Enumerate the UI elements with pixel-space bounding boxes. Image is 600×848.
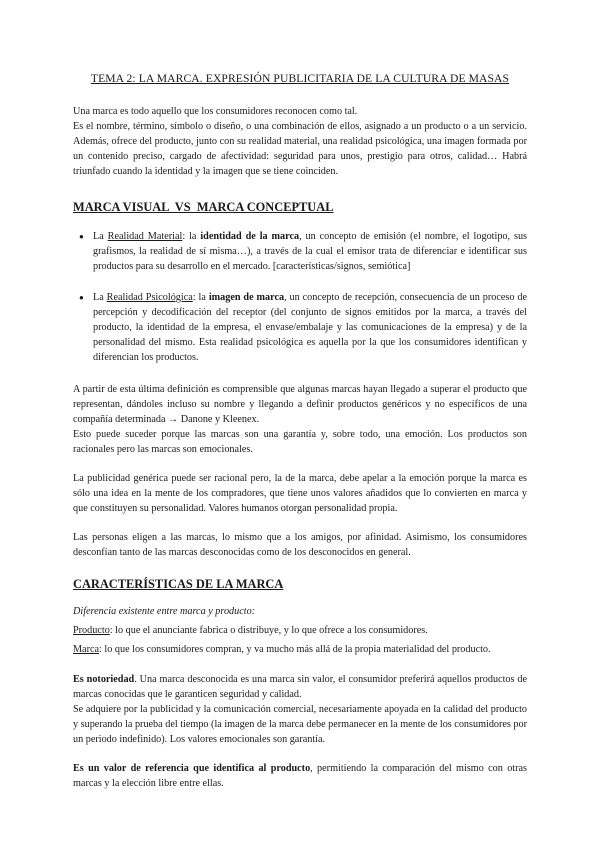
paragraph-afinidad: Las personas eligen a las marcas, lo mismo que a los amigos, por afinidad. Asimismo, los consumidores desconfían tanto de las marcas desconocidas como de los desconocidos en general. bbox=[73, 532, 527, 558]
term-marca: Marca bbox=[73, 644, 100, 655]
item-term: Realidad Psicológica bbox=[106, 292, 193, 303]
section-heading-marca-visual: MARCA VISUAL VS MARCA CONCEPTUAL bbox=[73, 200, 334, 214]
item-text: , un concepto de recepción, consecuencia de un proceso de percepción y decodificación del receptor (del conjunto de signos emitidos por la marca, a través del producto, la identidad de la empresa, el envase/embalaje y las comunicaciones de la empresa) y de la personalidad del mismo. Esta realidad psicológica es aquella por la que los consumidores identifican y diferencian los productos. bbox=[93, 292, 527, 363]
item-bold: imagen de marca bbox=[208, 292, 285, 303]
subtitle-diferencia: Diferencia existente entre marca y producto: bbox=[73, 606, 256, 617]
definition-producto bbox=[73, 623, 527, 638]
intro-line-1: Una marca es todo aquello que los consumidores reconocen como tal. bbox=[73, 106, 358, 117]
item-bold: identidad de la marca bbox=[200, 231, 300, 242]
term-producto: Producto bbox=[73, 625, 110, 636]
item-prefix: La bbox=[93, 292, 107, 303]
paragraph-notoriedad bbox=[73, 672, 527, 702]
text-marca: : lo que los consumidores compran, y va mucho más allá de la propia materialidad del producto. bbox=[99, 644, 491, 655]
section-heading-caracteristicas: CARACTERÍSTICAS DE LA MARCA bbox=[73, 577, 284, 591]
paragraph-garantia: Esto puede suceder porque las marcas son una garantía y, sobre todo, una emoción. Los productos son racionales pero las marcas son emocionales. bbox=[73, 429, 527, 455]
definition-marca bbox=[73, 642, 527, 657]
text-referencia: , permitiendo la comparación del mismo con otras marcas y la elección libre entre ellas. bbox=[73, 763, 527, 789]
list-item-realidad-psicologica bbox=[73, 290, 527, 365]
list-item-realidad-material bbox=[73, 229, 527, 274]
bullet-icon: ● bbox=[79, 232, 84, 241]
item-prefix: La bbox=[93, 231, 108, 242]
intro-paragraph: Es el nombre, término, símbolo o diseño, o una combinación de ellos, asignado a un producto o a un servicio. Además, ofrece del producto, junto con su realidad material, una realidad psicológica, una imagen formada por un contenido preciso, cargado de afectividad: seguridad para unos, prestigio para otros, calidad… Habrá triunfado cuando la identidad y la imagen que se tiene coinciden. bbox=[73, 121, 527, 177]
bold-referencia: Es un valor de referencia que identifica al producto bbox=[73, 763, 311, 774]
paragraph-notoriedad-2: Se adquiere por la publicidad y la comunicación comercial, necesariamente apoyada en la calidad del producto y superando la prueba del tiempo (la imagen de la marca debe permanecer en la mente de los consumidores por un periodo indefinido). Los valores emocionales son garantía. bbox=[73, 704, 528, 745]
item-text: , un concepto de emisión (el nombre, el logotipo, sus grafismos, la realidad de sí misma…), a través de la cual el emisor trata de diferenciar e identificar sus productos para su desarrollo en el mercado. [características/signos, semiótica] bbox=[93, 231, 528, 272]
paragraph-definicion: A partir de esta última definición es comprensible que algunas marcas hayan llegado a superar el producto que representan, dándoles incluso su nombre y llegando a definir productos genéricos y no específicos de una compañía determinada → Danone y Kleenex. bbox=[73, 384, 527, 425]
bullet-icon: ● bbox=[79, 293, 84, 302]
text-producto: : lo que el anunciante fabrica o distribuye, y lo que ofrece a los consumidores. bbox=[109, 625, 428, 636]
realidad-list bbox=[73, 229, 527, 365]
item-mid: : la bbox=[192, 292, 209, 303]
bold-notoriedad: Es notoriedad bbox=[73, 674, 135, 685]
document-title: TEMA 2: LA MARCA. EXPRESIÓN PUBLICITARIA DE LA CULTURA DE MASAS bbox=[90, 72, 510, 85]
paragraph-publicidad: La publicidad genérica puede ser racional pero, la de la marca, debe apelar a la emoción porque la marca es sólo una idea en la mente de los compradores, que tiene unos valores añadidos que lo convierten en marca y que constituyen su personalidad. Valores humanos otorgan personalidad propia. bbox=[73, 473, 527, 514]
item-mid: : la bbox=[182, 231, 201, 242]
item-term: Realidad Material bbox=[107, 231, 183, 242]
paragraph-referencia bbox=[73, 761, 527, 791]
text-notoriedad: . Una marca desconocida es una marca sin valor, el consumidor preferirá aquellos productos de marcas conocidas que le garanticen seguridad y calidad. bbox=[73, 674, 527, 700]
